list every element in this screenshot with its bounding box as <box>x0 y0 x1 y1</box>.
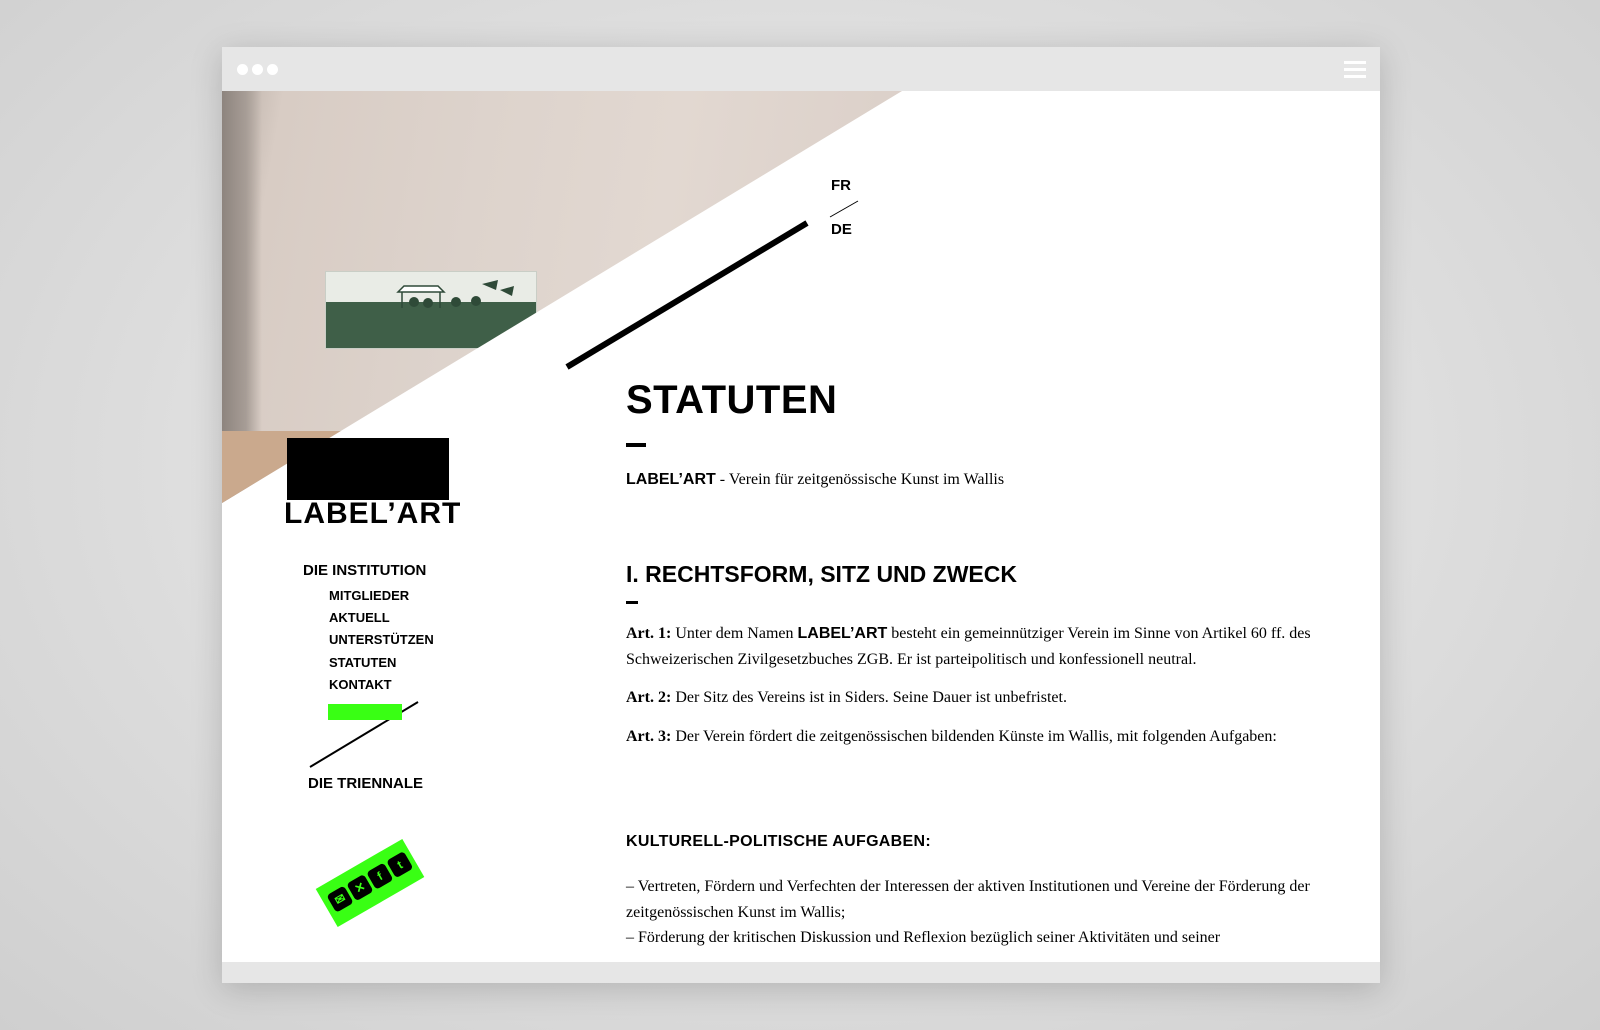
page-title: STATUTEN <box>626 378 838 422</box>
nav-active-highlight <box>328 704 402 720</box>
twitter-icon[interactable]: t <box>386 851 413 878</box>
bottom-bar <box>222 962 1380 983</box>
facebook-icon[interactable]: f <box>366 862 393 889</box>
section-dash <box>626 601 638 604</box>
list-item: – Vertreten, Fördern und Verfechten der Interessen der aktiven Institutionen und Vereine der Förderung der zeitgenössischen Kunst im Wallis; <box>626 878 1310 921</box>
hero-diagonal-line <box>567 223 807 367</box>
nav-item-aktuell[interactable]: AKTUELL <box>329 610 390 625</box>
language-divider-line <box>830 201 858 217</box>
language-fr-link[interactable]: FR <box>831 177 851 194</box>
nav-item-mitglieder[interactable]: MITGLIEDER <box>329 588 410 603</box>
article-3 <box>626 724 1316 750</box>
xing-icon[interactable]: ✕ <box>346 874 373 901</box>
list-item: – Förderung der kritischen Diskussion und Reflexion bezüglich seiner Aktivitäten und seiner <box>626 929 1221 946</box>
article-1-text-b: besteht ein gemeinnütziger Verein im Sinne von Artikel 60 ff. des Schweizerischen Zivilgesetzbuches ZGB. Er ist parteipolitisch und konfessionell neutral. <box>626 625 1311 668</box>
window-dot-icon[interactable] <box>252 64 263 75</box>
nav-item-kontakt[interactable]: KONTAKT <box>329 677 392 692</box>
article-3-text: Der Verein fördert die zeitgenössischen bildenden Künste im Wallis, mit folgenden Aufgaben: <box>671 728 1277 745</box>
title-bar <box>222 47 1380 91</box>
page-viewport <box>222 91 1380 962</box>
nav-die-triennale[interactable]: DIE TRIENNALE <box>308 775 424 792</box>
article-1-label: Art. 1: <box>626 625 672 642</box>
nav-item-statuten[interactable]: STATUTEN <box>329 655 397 670</box>
nav-die-institution[interactable]: DIE INSTITUTION <box>303 562 427 579</box>
article-3-label: Art. 3: <box>626 728 672 745</box>
article-2 <box>626 685 1316 711</box>
subtitle-brand: LABEL’ART <box>626 471 716 488</box>
mail-icon[interactable]: ✉ <box>326 885 353 912</box>
article-2-label: Art. 2: <box>626 689 672 706</box>
hamburger-menu-icon[interactable] <box>1344 61 1366 78</box>
page-subtitle <box>626 471 1004 489</box>
window-dot-icon[interactable] <box>237 64 248 75</box>
logo-wordmark[interactable]: LABEL’ART <box>284 497 462 530</box>
title-dash <box>626 443 646 447</box>
logo-mark[interactable] <box>287 438 449 500</box>
subsection-title: KULTURELL-POLITISCHE AUFGABEN: <box>626 833 931 850</box>
language-de-link[interactable]: DE <box>831 221 852 238</box>
window-dot-icon[interactable] <box>267 64 278 75</box>
article-1-brand: LABEL’ART <box>797 625 888 642</box>
article-2-text: Der Sitz des Vereins ist in Siders. Seine Dauer ist unbefristet. <box>671 689 1067 706</box>
nav-item-unterstuetzen[interactable]: UNTERSTÜTZEN <box>329 632 434 647</box>
browser-window <box>222 47 1380 983</box>
subtitle-text: - Verein für zeitgenössische Kunst im Wallis <box>715 471 1005 488</box>
section-title: I. RECHTSFORM, SITZ UND ZWECK <box>626 561 1017 587</box>
article-1 <box>626 621 1316 673</box>
article-1-text-a: Unter dem Namen <box>671 625 798 642</box>
